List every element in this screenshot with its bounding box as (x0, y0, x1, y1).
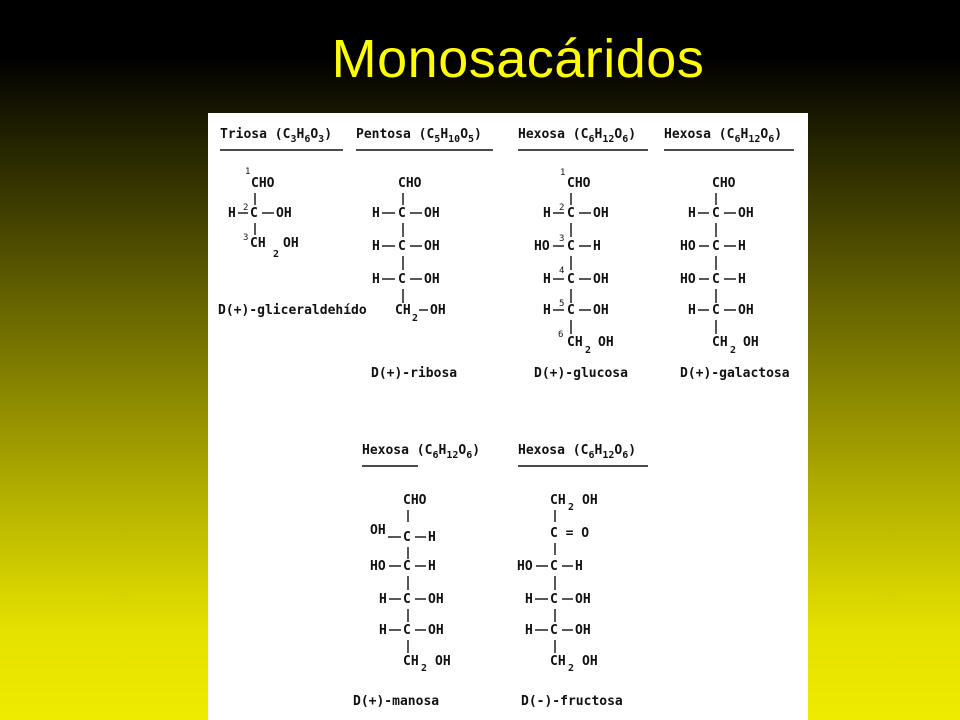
h-atom: H (543, 272, 551, 287)
carbon-number-1: 1 (560, 168, 566, 178)
c-atom: C (712, 206, 720, 221)
carbon-number-4: 4 (559, 266, 565, 276)
c-atom: C (550, 559, 558, 574)
galactosa-structure (664, 127, 794, 381)
ch2-prefix: CH (567, 335, 583, 350)
h-atom: H (688, 303, 696, 318)
oh-group: OH (593, 272, 609, 287)
slide-title: Monosacáridos (331, 29, 705, 89)
cho-group: CHO (251, 176, 275, 191)
ch2-subscript: 2 (568, 663, 575, 674)
carbon-number-1: 1 (245, 167, 251, 177)
c-atom: C (567, 206, 575, 221)
ch2-subscript: 2 (730, 345, 737, 356)
h-atom: H (428, 559, 436, 574)
oh-group: OH (283, 236, 299, 251)
h-atom: H (738, 272, 746, 287)
structures-panel (208, 113, 808, 720)
ch2-subscript: 2 (412, 313, 419, 324)
triosa-name: D(+)-gliceraldehído (218, 303, 367, 318)
oh-group: OH (593, 206, 609, 221)
oh-group: OH (598, 335, 614, 350)
h-atom: H (379, 623, 387, 638)
manosa-structure (353, 443, 480, 709)
h-atom: H (525, 623, 533, 638)
ch2-prefix: CH (712, 335, 728, 350)
ho-group: HO (517, 559, 533, 574)
ch2-subscript: 2 (421, 663, 428, 674)
h-atom: H (428, 530, 436, 545)
h-atom: H (575, 559, 583, 574)
c-atom: C (398, 272, 406, 287)
c-atom: C (567, 303, 575, 318)
h-atom: H (593, 239, 601, 254)
glucosa-header: Hexosa $(C_6H_{12}O_6)$ (518, 127, 637, 145)
fructosa-structure (517, 443, 648, 709)
c-atom: C (403, 530, 411, 545)
oh-group: OH (435, 654, 451, 669)
h-atom: H (525, 592, 533, 607)
galactosa-header: Hexosa $(C_6H_{12}O_6)$ (664, 127, 783, 145)
h-atom: H (379, 592, 387, 607)
c-atom: C (550, 592, 558, 607)
pentosa-name: D(+)-ribosa (371, 366, 458, 381)
oh-group: OH (430, 303, 446, 318)
ho-group: HO (370, 559, 386, 574)
cho-group: CHO (712, 176, 736, 191)
ch2-subscript: 2 (585, 345, 592, 356)
ch2-prefix: CH (250, 236, 266, 251)
fructosa-name: D(-)-fructosa (521, 694, 623, 709)
oh-group: OH (582, 493, 598, 508)
oh-group: OH (593, 303, 609, 318)
oh-group: OH (276, 206, 292, 221)
carbon-number-2: 2 (243, 203, 249, 213)
h-atom: H (543, 303, 551, 318)
galactosa-name: D(+)-galactosa (680, 366, 790, 381)
ch2-prefix: CH (403, 654, 419, 669)
c-atom: C (567, 272, 575, 287)
c-atom: C (398, 206, 406, 221)
oh-group: OH (575, 592, 591, 607)
oh-group: OH (428, 592, 444, 607)
c-atom: C (403, 559, 411, 574)
c-atom: C (712, 239, 720, 254)
h-atom: H (372, 239, 380, 254)
triosa-structure (218, 127, 367, 318)
h-atom: H (372, 206, 380, 221)
fischer-projections-diagram (208, 113, 808, 720)
pentosa-header: Pentosa $(C_5H_{10}O_5)$ (356, 127, 482, 145)
c-atom: C (403, 623, 411, 638)
oh-group: OH (428, 623, 444, 638)
ch2-subscript: 2 (568, 502, 575, 513)
oh-group: OH (743, 335, 759, 350)
carbonyl-group: C = O (550, 526, 590, 541)
triosa-header: Triosa $(C_3H_6O_3)$ (220, 127, 333, 145)
carbon-number-5: 5 (559, 299, 565, 309)
ch2-prefix: CH (550, 654, 566, 669)
oh-group: OH (575, 623, 591, 638)
ch2-prefix: CH (550, 493, 566, 508)
carbon-number-3: 3 (559, 234, 565, 244)
ho-group: HO (680, 272, 696, 287)
oh-group: OH (738, 206, 754, 221)
h-atom: H (372, 272, 380, 287)
oh-group: OH (738, 303, 754, 318)
glucosa-name: D(+)-glucosa (534, 366, 628, 381)
carbon-number-2: 2 (559, 203, 565, 213)
h-atom: H (228, 206, 236, 221)
fructosa-header: Hexosa $(C_6H_{12}O_6)$ (518, 443, 637, 461)
oh-group: OH (424, 272, 440, 287)
glucosa-structure (518, 127, 648, 381)
carbon-number-3: 3 (243, 233, 249, 243)
pentosa-structure (356, 127, 493, 381)
manosa-header: Hexosa $(C_6H_{12}O_6)$ (362, 443, 481, 461)
cho-group: CHO (398, 176, 422, 191)
oh-group: OH (370, 523, 386, 538)
manosa-name: D(+)-manosa (353, 694, 440, 709)
c-atom: C (398, 239, 406, 254)
cho-group: CHO (403, 493, 427, 508)
h-atom: H (688, 206, 696, 221)
oh-group: OH (424, 239, 440, 254)
oh-group: OH (582, 654, 598, 669)
carbon-number-6: 6 (558, 330, 564, 340)
oh-group: OH (424, 206, 440, 221)
ho-group: HO (680, 239, 696, 254)
c-atom: C (567, 239, 575, 254)
c-atom: C (712, 303, 720, 318)
c-atom: C (403, 592, 411, 607)
h-atom: H (543, 206, 551, 221)
c-atom: C (250, 206, 258, 221)
c-atom: C (712, 272, 720, 287)
h-atom: H (738, 239, 746, 254)
ch2-subscript: 2 (273, 249, 280, 260)
cho-group: CHO (567, 176, 591, 191)
c-atom: C (550, 623, 558, 638)
ho-group: HO (534, 239, 550, 254)
ch2-prefix: CH (395, 303, 411, 318)
